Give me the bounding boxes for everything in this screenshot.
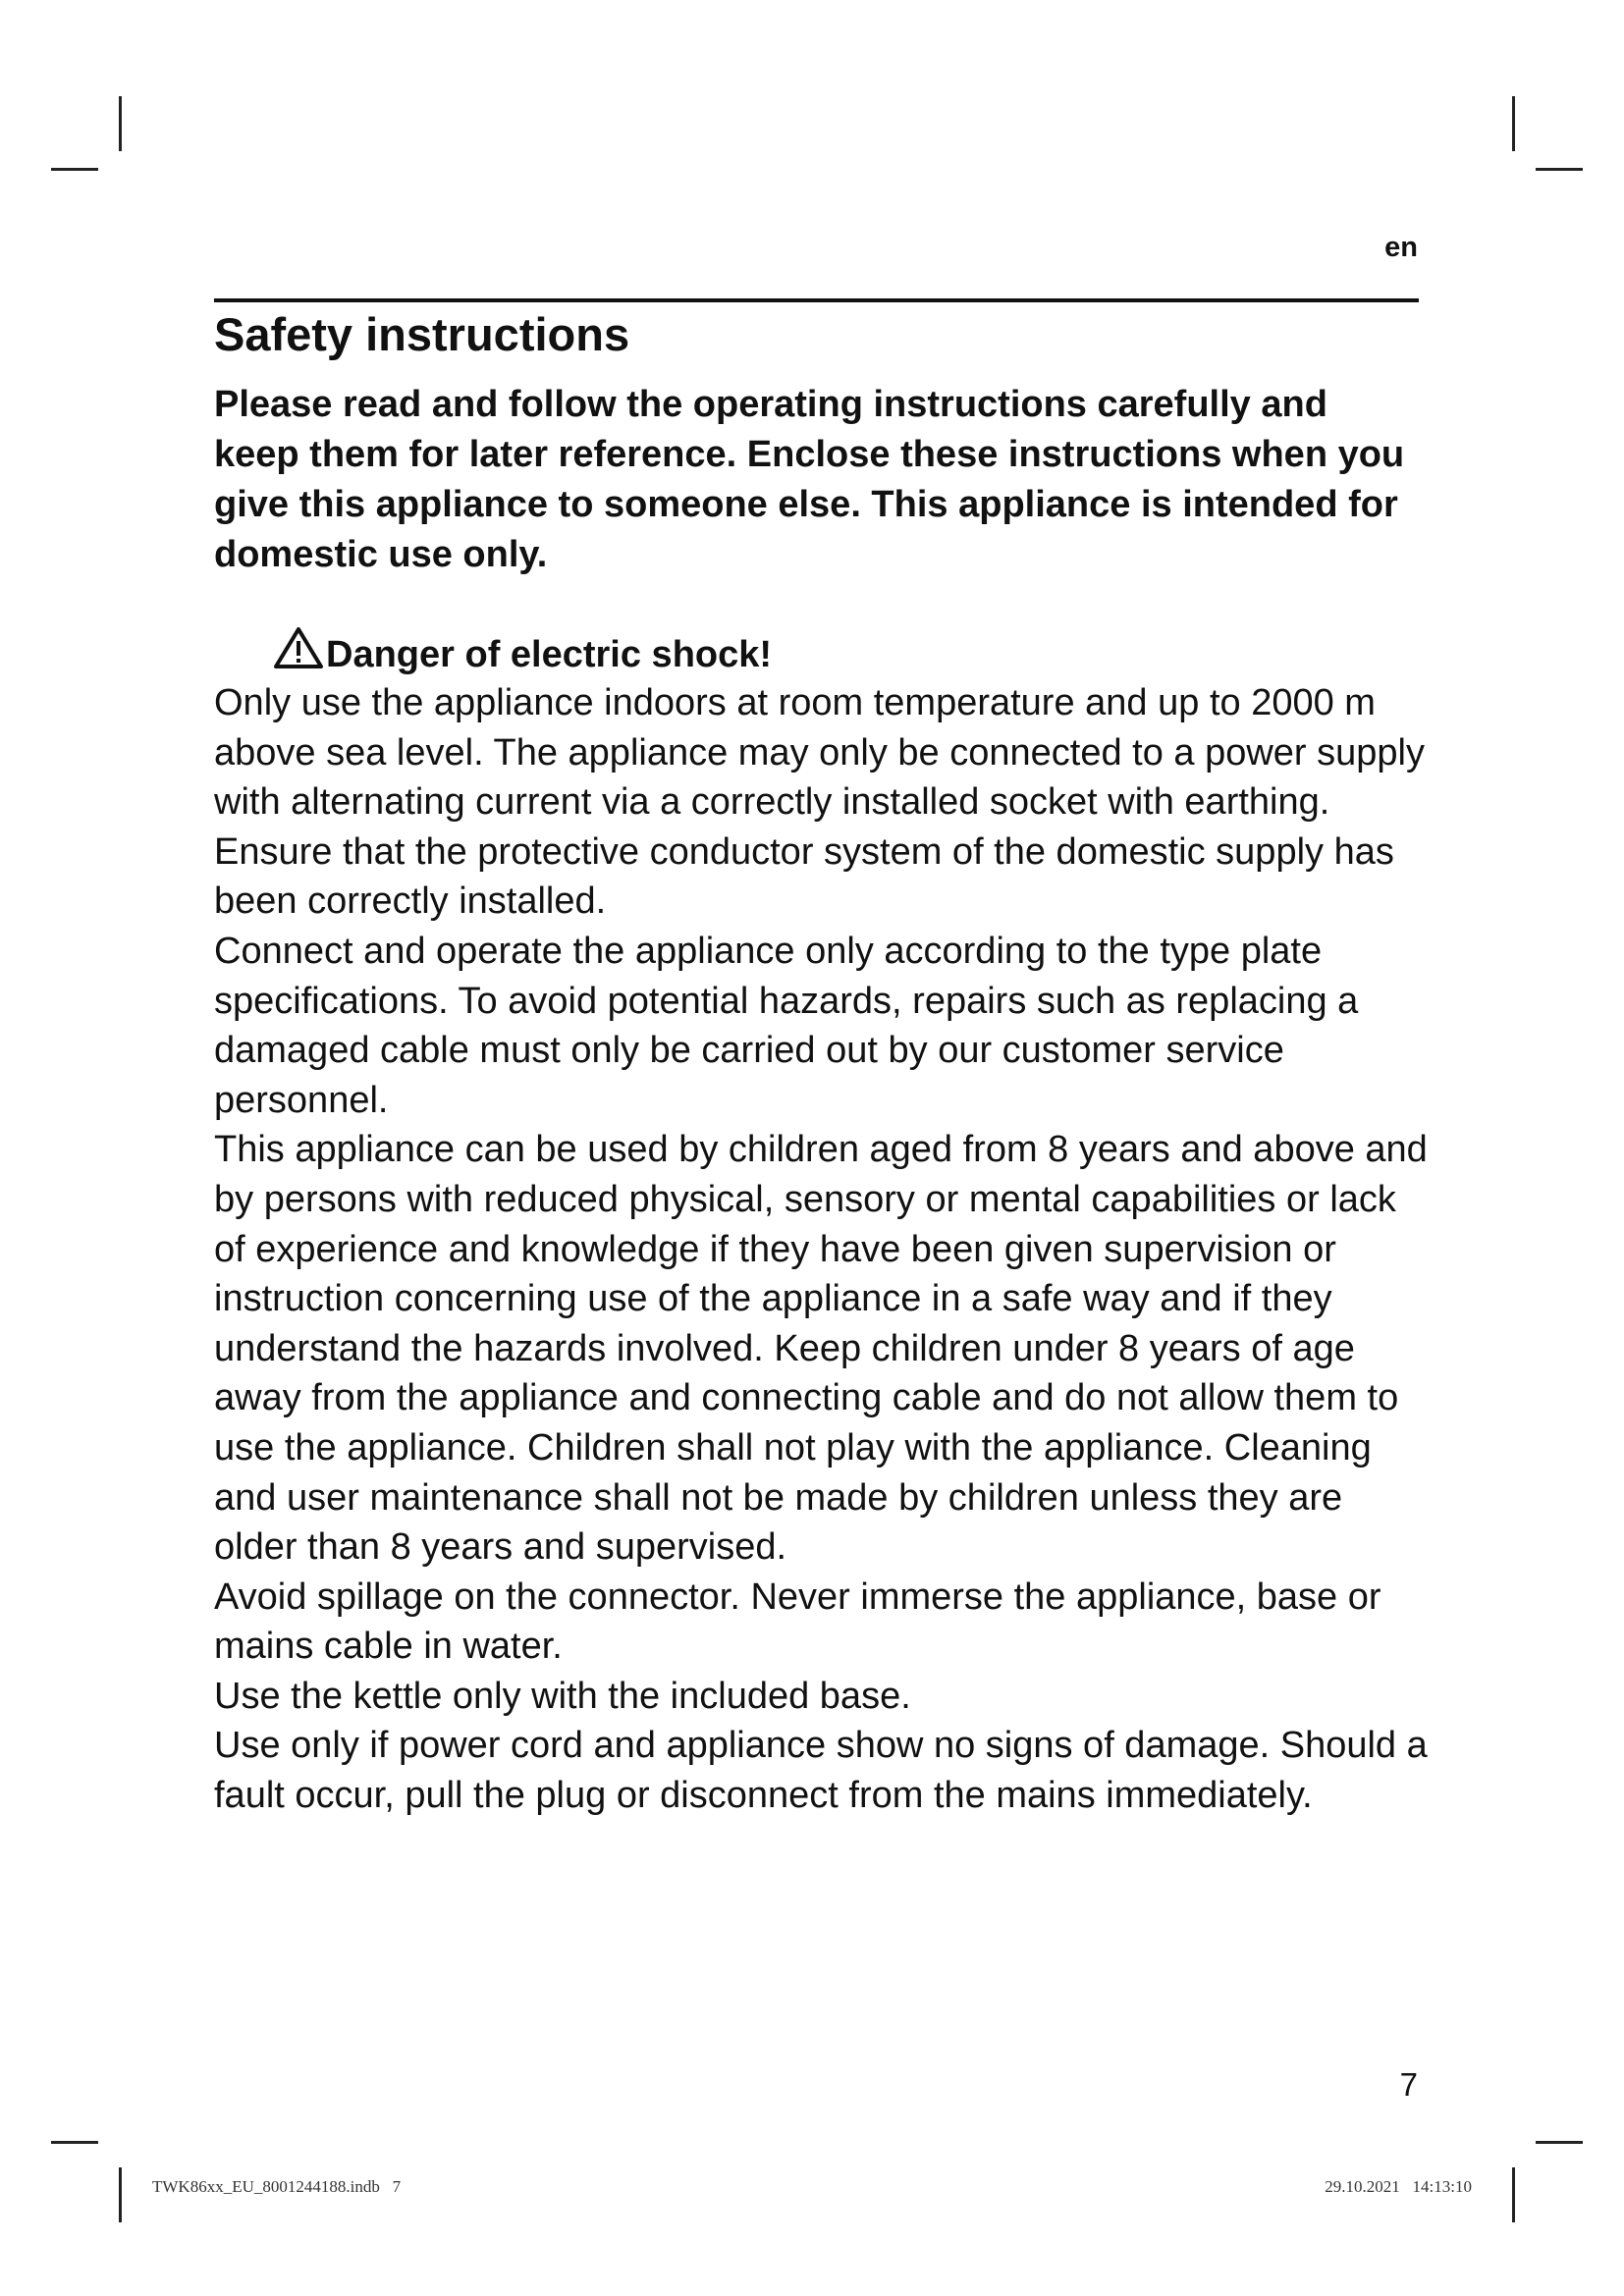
crop-mark-top-left-vertical [119,96,122,151]
crop-mark-top-right-horizontal [1536,168,1583,171]
crop-mark-top-left-horizontal [51,168,98,171]
crop-mark-bottom-right-horizontal [1536,2141,1583,2144]
footer-datetime: 29.10.2021 14:13:10 [1325,2177,1472,2196]
paragraph: Avoid spillage on the connector. Never immerse the appliance, base or mains cable in water. [214,1575,1381,1668]
warning-triangle-icon [273,626,326,682]
section-title: Safety instructions [214,308,630,360]
footer-file-info: TWK86xx_EU_8001244188.indb 7 [152,2177,402,2196]
crop-mark-bottom-left-vertical [119,2167,122,2222]
danger-heading [273,626,772,682]
crop-mark-top-right-vertical [1512,96,1515,151]
paragraph: Only use the appliance indoors at room temperature and up to 2000 m above sea level. The appliance may only be connected to a power supply with alternating current via a correctly installed socket with earthing. Ensure that the protective conductor system of the domestic supply has been correctly installed. [214,682,1425,923]
safety-body [214,678,1432,1821]
crop-mark-bottom-right-vertical [1512,2167,1515,2222]
page-number: 7 [1399,2066,1418,2103]
paragraph: Use the kettle only with the included base. [214,1675,911,1717]
crop-mark-bottom-left-horizontal [51,2141,98,2144]
paragraph: Connect and operate the appliance only according to the type plate specifications. To avoid potential hazards, repairs such as replacing a damaged cable must only be carried out by our customer service personnel. [214,930,1359,1121]
intro-paragraph: Please read and follow the operating instructions carefully and keep them for later reference. Enclose these instructions when you give this appliance to someone else. This appliance is intended for domestic use only. [214,384,1405,575]
paragraph: Use only if power cord and appliance show no signs of damage. Should a fault occur, pull the plug or disconnect from the mains immediately. [214,1725,1428,1817]
danger-heading-text: Danger of electric shock! [326,633,773,675]
paragraph: This appliance can be used by children aged from 8 years and above and by persons with reduced physical, sensory or mental capabilities or lack of experience and knowledge if they have been given supervision or instruction concerning use of the appliance in a safe way and if they understand the hazards involved. Keep children under 8 years of age away from the appliance and connecting cable and do not allow them to use the appliance. Children shall not play with the appliance. Cleaning and user maintenance shall not be made by children unless they are older than 8 years and supervised. [214,1129,1428,1569]
language-code: en [1384,232,1418,263]
